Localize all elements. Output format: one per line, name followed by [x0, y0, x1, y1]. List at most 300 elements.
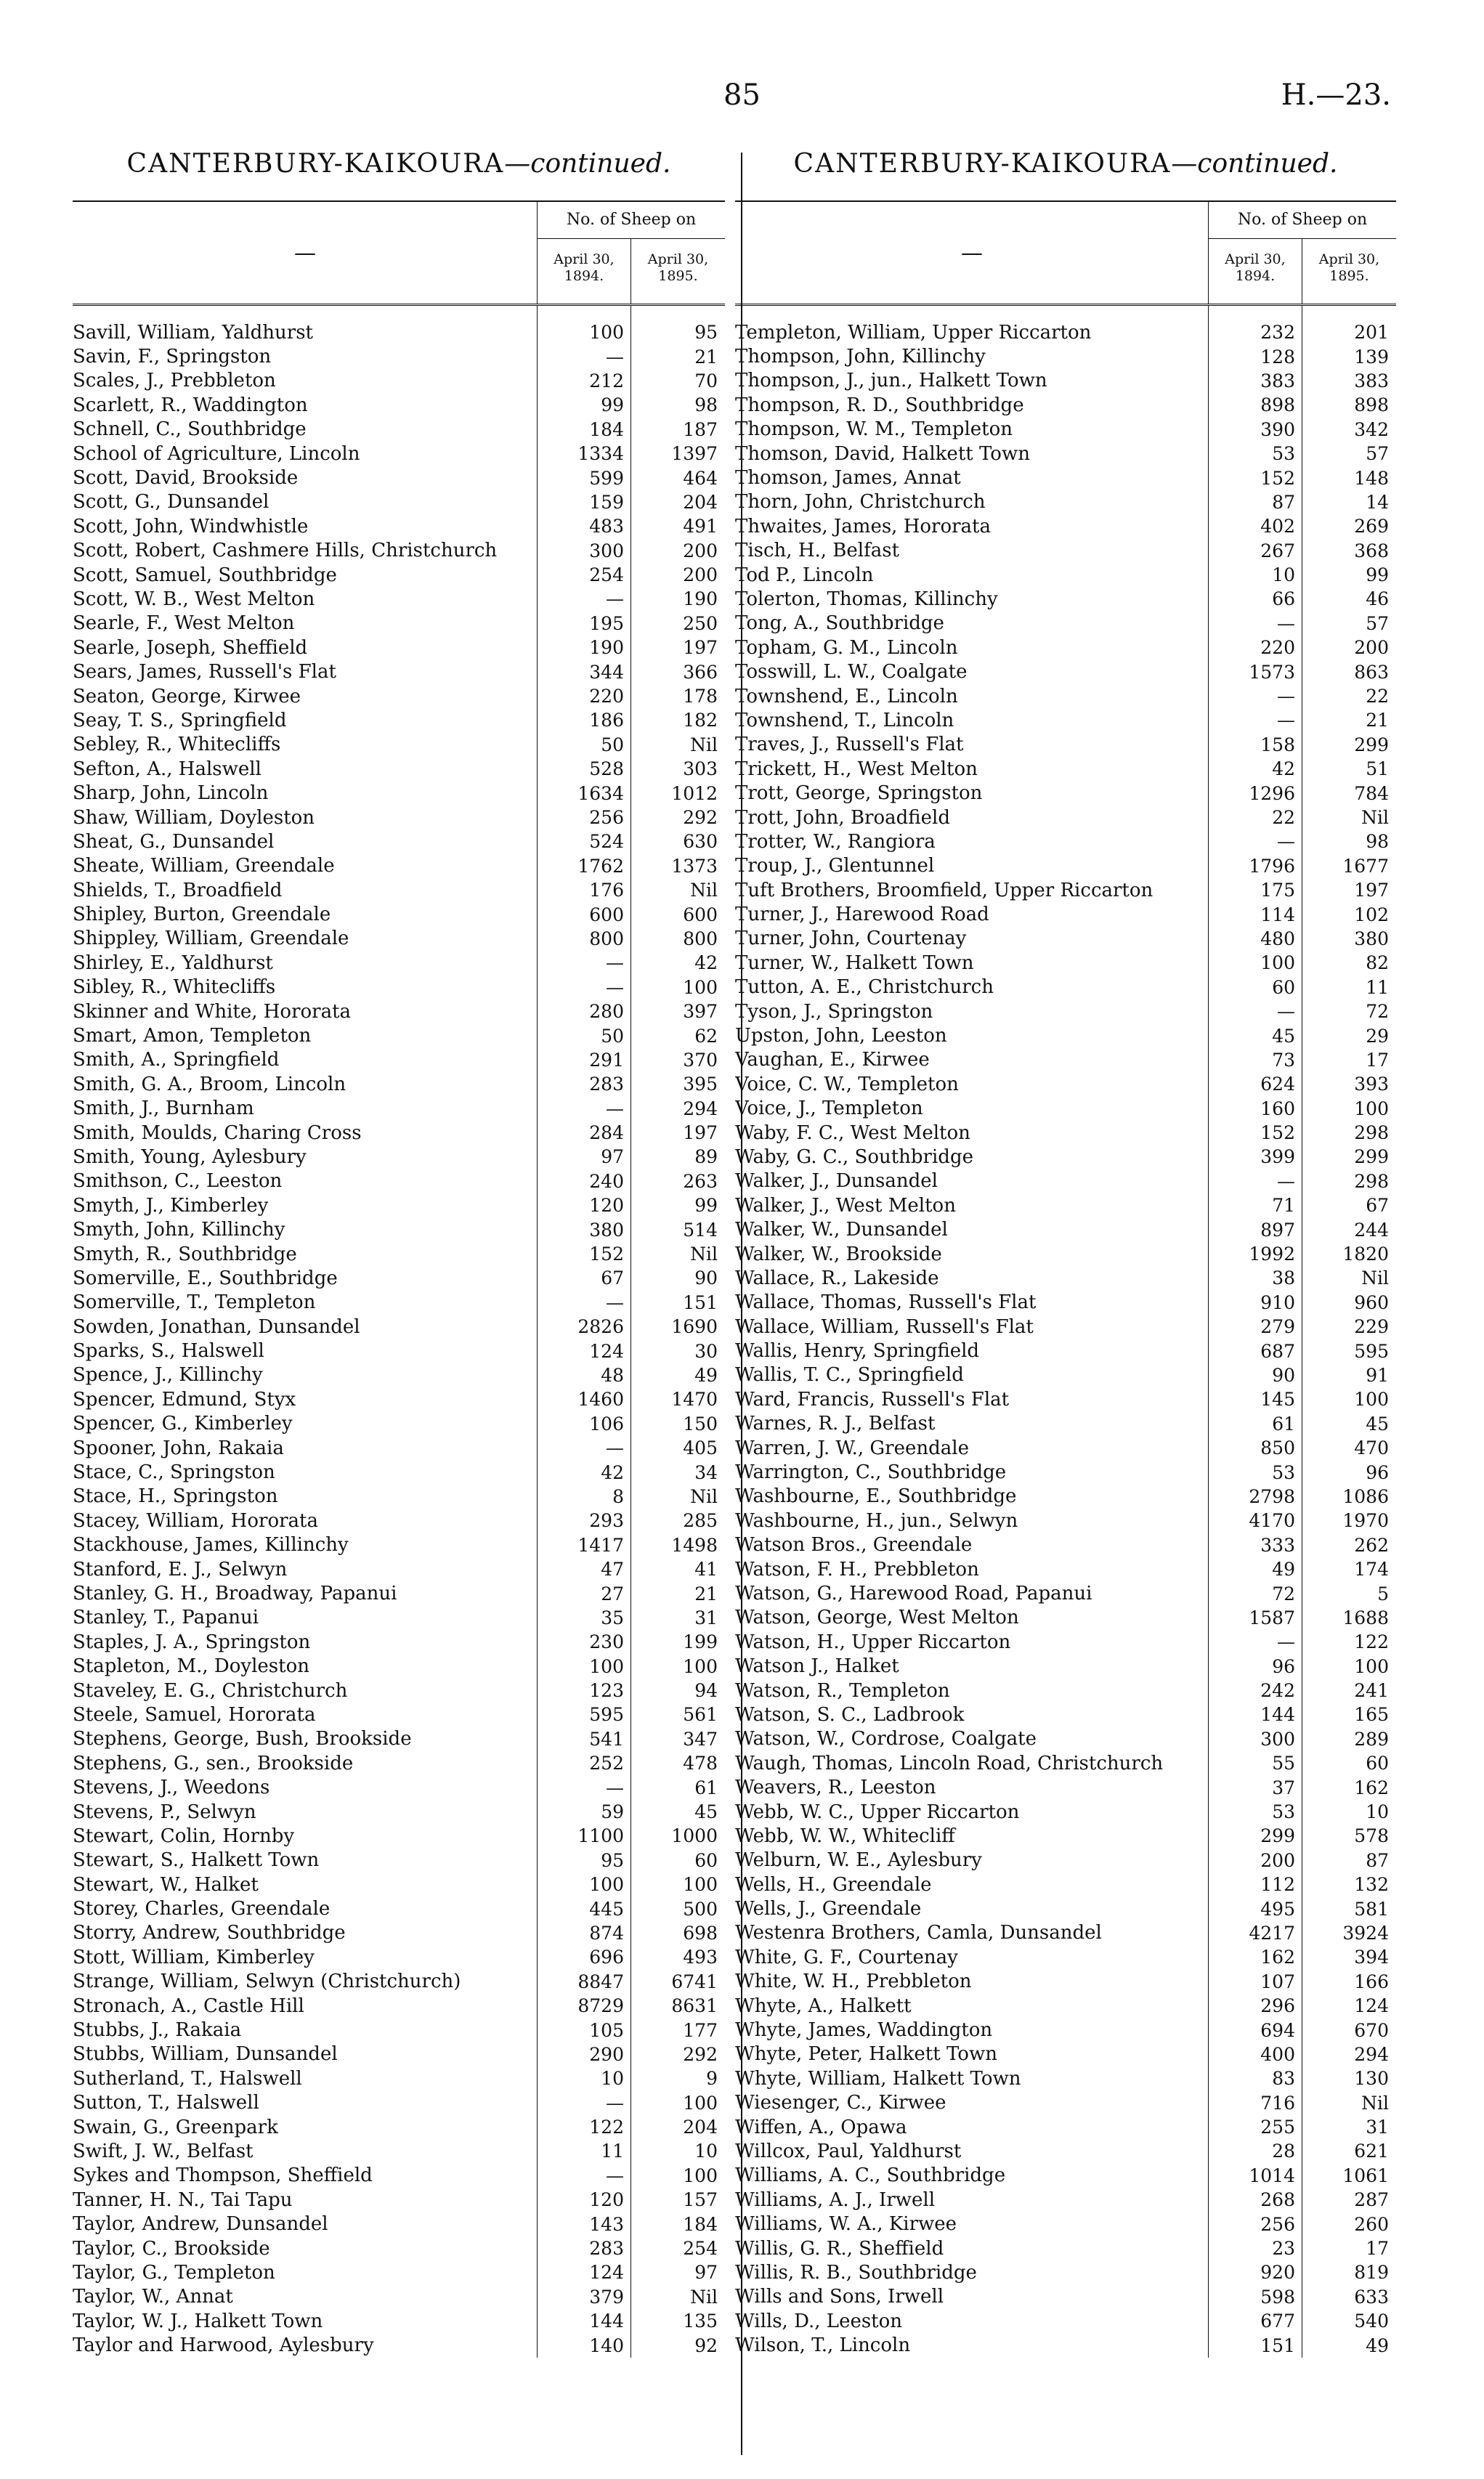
sheep-1895: 100: [683, 2092, 718, 2114]
table-row: [73, 514, 725, 538]
sheep-1895: 57: [1366, 443, 1389, 465]
sheep-1894: 220: [589, 686, 624, 707]
owner-name: Watson, H., Upper Riccarton: [735, 1631, 1011, 1653]
sheep-1894: 694: [1260, 2019, 1295, 2041]
table-row: [735, 2309, 1396, 2333]
owner-name: Walker, W., Brookside: [735, 1243, 942, 1265]
table-row: [73, 2139, 725, 2163]
sheep-1894: 1587: [1249, 1607, 1295, 1628]
sheep-1895: 51: [1366, 758, 1389, 780]
table-row: [73, 1945, 725, 1969]
table-row: [73, 1849, 725, 1873]
sheep-1894: 4170: [1249, 1510, 1295, 1532]
sheep-1895: 201: [1354, 322, 1389, 344]
sheep-1895: 187: [683, 418, 718, 440]
owner-name: Shipley, Burton, Greendale: [73, 904, 331, 926]
table-row: [73, 490, 725, 514]
table-row: [735, 2139, 1396, 2163]
sheep-1895: 370: [683, 1049, 718, 1071]
sheep-1895: 135: [683, 2310, 718, 2332]
sheep-1894: 66: [1272, 588, 1295, 610]
owner-name: Sykes and Thompson, Sheffield: [73, 2164, 373, 2187]
owner-name: Stanley, G. H., Broadway, Papanui: [73, 1583, 397, 1604]
table-row: [73, 1654, 725, 1678]
owner-name: Townshend, E., Lincoln: [735, 685, 958, 707]
sheep-1895: 46: [1366, 588, 1389, 610]
sheep-1894: 106: [589, 1413, 624, 1435]
owner-name: Scott, W. B., West Melton: [73, 588, 315, 610]
sheep-1894: 874: [589, 1922, 624, 1944]
sheep-1895: 1498: [671, 1534, 718, 1556]
table-row: [73, 1121, 725, 1145]
owner-name: Wallace, Thomas, Russell's Flat: [735, 1291, 1037, 1314]
sheep-1895: 61: [694, 1777, 718, 1798]
left-column-title: CANTERBURY-KAIKOURA—continued.: [126, 149, 671, 179]
table-row: [735, 2115, 1396, 2139]
owner-name: Taylor, Andrew, Dunsandel: [73, 2213, 328, 2236]
sheep-1894: 1460: [577, 1389, 624, 1411]
owner-name: Walker, J., West Melton: [735, 1194, 956, 1217]
sheep-1894: 100: [1260, 952, 1295, 974]
sheep-1895: 1690: [671, 1316, 718, 1338]
table-row: [73, 1557, 725, 1581]
sheep-1894: 99: [601, 394, 624, 416]
owner-name: Whyte, Peter, Halkett Town: [735, 2043, 997, 2066]
table-row: [73, 1824, 725, 1848]
owner-name: Stanford, E. J., Selwyn: [73, 1558, 288, 1581]
table-row: [735, 1751, 1396, 1775]
table-row: [735, 1387, 1396, 1411]
table-row: [735, 1412, 1396, 1436]
sheep-1894: 445: [589, 1898, 624, 1920]
sheep-1894: —: [1277, 1170, 1295, 1192]
sheep-1894: 528: [589, 758, 624, 780]
sheep-1895: 157: [683, 2189, 718, 2211]
sheep-1894: 140: [589, 2334, 624, 2356]
sheep-1895: 600: [683, 904, 718, 925]
sheep-1894: 100: [589, 1874, 624, 1896]
owner-name: Shields, T., Broadfield: [73, 879, 283, 901]
sheep-1895: 200: [683, 564, 718, 586]
owner-name: Smith, Young, Aylesbury: [73, 1145, 307, 1168]
owner-name: Trickett, H., West Melton: [735, 758, 978, 780]
sheep-1894: 175: [1260, 880, 1295, 901]
sheep-1895: 303: [683, 758, 718, 780]
owner-name: Scott, Samuel, Southbridge: [73, 564, 337, 586]
sheep-1895: 92: [694, 2334, 718, 2356]
sheep-1894: 2826: [577, 1316, 624, 1338]
sheep-1895: 95: [694, 322, 718, 344]
sheep-1895: Nil: [1361, 2092, 1389, 2114]
table-row: [735, 1460, 1396, 1484]
sheep-1894: 152: [589, 1243, 624, 1265]
table-row: [73, 1266, 725, 1290]
owner-name: Smith, Moulds, Charing Cross: [73, 1121, 362, 1144]
sheep-1894: 1334: [577, 443, 624, 465]
sheep-1895: 82: [1366, 952, 1389, 974]
owner-name: Spencer, Edmund, Styx: [73, 1388, 296, 1411]
table-row: [73, 369, 725, 393]
table-row: [73, 2164, 725, 2188]
table-row: [735, 1121, 1396, 1145]
sheep-count-header: No. of Sheep on: [538, 202, 725, 239]
table-row: [73, 2260, 725, 2284]
table-row: [73, 1072, 725, 1096]
sheep-1895: 17: [1366, 2238, 1389, 2260]
name-column-header: —: [294, 240, 316, 266]
owner-name: Smyth, R., Southbridge: [73, 1243, 297, 1265]
sheep-1895: 285: [683, 1510, 718, 1532]
table-row: [735, 781, 1396, 805]
sheep-1894: 910: [1260, 1291, 1295, 1313]
sheep-1895: 21: [1366, 710, 1389, 731]
table-row: [73, 975, 725, 999]
sheep-1895: 800: [683, 928, 718, 949]
table-row: [735, 2333, 1396, 2357]
sheep-1894: 390: [1260, 418, 1295, 440]
sheep-1895: 166: [1354, 1971, 1389, 1992]
table-row: [73, 2066, 725, 2090]
sheep-1895: 394: [1354, 1947, 1389, 1968]
sheep-1895: 89: [694, 1146, 718, 1168]
sheep-1894: 268: [1260, 2189, 1295, 2211]
sheep-1894: 8847: [577, 1971, 624, 1992]
owner-name: Upston, John, Leeston: [735, 1025, 947, 1047]
table-row: [73, 1339, 725, 1363]
sheep-1895: 6741: [671, 1971, 718, 1992]
owner-name: Thompson, J., jun., Halkett Town: [735, 370, 1047, 392]
table-row: [73, 2188, 725, 2212]
sheep-1895: 698: [683, 1922, 718, 1944]
sheep-1895: 819: [1354, 2262, 1389, 2284]
table-row: [73, 1994, 725, 2018]
table-row: [73, 1703, 725, 1727]
owner-name: Stubbs, J., Rakaia: [73, 2019, 242, 2042]
sheep-1894: 50: [601, 1025, 624, 1047]
sheep-1895: 98: [1366, 831, 1389, 853]
owner-name: Tong, A., Southbridge: [735, 612, 944, 635]
table-row: [73, 2212, 725, 2236]
sheep-1895: 31: [694, 1607, 718, 1628]
sheep-1894: 11: [601, 2141, 624, 2162]
sheep-1894: 4217: [1249, 1922, 1295, 1944]
table-row: [73, 442, 725, 466]
sheep-1894: 114: [1260, 904, 1295, 925]
sheep-1895: 42: [694, 952, 718, 974]
sheep-1894: 200: [1260, 1849, 1295, 1871]
owner-name: Stapleton, M., Doyleston: [73, 1655, 309, 1678]
owner-name: Sefton, A., Halswell: [73, 758, 261, 780]
table-row: [73, 320, 725, 344]
owner-name: Willis, R. B., Southbridge: [735, 2261, 977, 2284]
sheep-1894: 598: [1260, 2286, 1295, 2308]
sheep-1895: 124: [1354, 1995, 1389, 2017]
sheep-1894: —: [1277, 831, 1295, 853]
table-row: [735, 1557, 1396, 1581]
sheep-1894: 480: [1260, 928, 1295, 949]
table-row: [735, 1023, 1396, 1047]
table-row: [735, 878, 1396, 902]
table-row: [735, 1339, 1396, 1363]
owner-name: Spooner, John, Rakaia: [73, 1437, 284, 1459]
sheep-1894: 677: [1260, 2310, 1295, 2332]
sheep-1895: 395: [683, 1074, 718, 1095]
table-row: [73, 2236, 725, 2260]
table-row: [735, 2042, 1396, 2066]
sheep-1894: 8729: [577, 1995, 624, 2017]
sheep-1894: 483: [589, 516, 624, 537]
sheep-1895: 21: [694, 346, 718, 368]
sheep-1894: 383: [1260, 370, 1295, 391]
sheep-1895: 197: [1354, 880, 1389, 901]
sheep-1894: 107: [1260, 1971, 1295, 1992]
owner-name: Stevens, J., Weedons: [73, 1777, 270, 1799]
sheep-1894: 299: [1260, 1825, 1295, 1847]
sheep-1895: 383: [1354, 370, 1389, 391]
owner-name: Smyth, J., Kimberley: [73, 1194, 269, 1217]
sheep-1894: 120: [589, 1195, 624, 1217]
table-row: [735, 829, 1396, 853]
sheep-1895: 10: [694, 2141, 718, 2162]
owner-name: Taylor and Harwood, Aylesbury: [73, 2334, 374, 2357]
sheep-1895: 8631: [671, 1995, 718, 2017]
sheep-1895: 470: [1354, 1437, 1389, 1459]
sheep-1895: 91: [1366, 1364, 1389, 1386]
sheep-1894: 255: [1260, 2117, 1295, 2138]
sheep-1895: 1012: [671, 782, 718, 804]
sheep-1895: 60: [1366, 1753, 1389, 1774]
owner-name: Voice, J., Templeton: [735, 1098, 923, 1120]
table-row: [735, 393, 1396, 417]
sheep-1894: 67: [601, 1267, 624, 1289]
table-row: [735, 418, 1396, 442]
table-row: [735, 1048, 1396, 1072]
sheep-1895: 162: [1354, 1777, 1389, 1798]
owner-name: White, G. F., Courtenay: [735, 1946, 958, 1968]
sheep-1895: 347: [683, 1728, 718, 1750]
sheep-1895: 199: [683, 1631, 718, 1653]
owner-name: Willis, G. R., Sheffield: [735, 2237, 944, 2260]
table-row: [735, 1533, 1396, 1557]
owner-name: Wells, H., Greendale: [735, 1873, 932, 1896]
owner-name: Wallace, R., Lakeside: [735, 1267, 939, 1289]
sheep-1895: 10: [1366, 1801, 1389, 1823]
owner-name: Tuft Brothers, Broomfield, Upper Riccarton: [735, 879, 1153, 901]
owner-name: Wiesenger, C., Kirwee: [735, 2092, 946, 2114]
table-row: [73, 466, 725, 490]
owner-name: Taylor, G., Templeton: [73, 2261, 275, 2284]
sheep-1894: 50: [601, 734, 624, 755]
sheep-1895: 366: [683, 661, 718, 683]
owner-name: Shippley, William, Greendale: [73, 928, 349, 950]
sheep-1894: 600: [589, 904, 624, 925]
sheep-1894: 402: [1260, 516, 1295, 537]
owner-name: Sharp, John, Lincoln: [73, 782, 269, 805]
owner-name: Tosswill, L. W., Coalgate: [735, 661, 968, 683]
sheep-1895: 294: [1354, 2043, 1389, 2065]
sheep-1895: 41: [694, 1559, 718, 1581]
table-row: [735, 2236, 1396, 2260]
sheep-1894: 290: [589, 2043, 624, 2065]
sheep-1895: 99: [1366, 564, 1389, 586]
sheep-1895: 898: [1354, 394, 1389, 416]
owner-name: Tanner, H. N., Tai Tapu: [73, 2188, 293, 2211]
sheep-1895: 1373: [671, 855, 718, 877]
owner-name: Strange, William, Selwyn (Christchurch): [73, 1971, 461, 1993]
sheep-1895: 132: [1354, 1874, 1389, 1896]
sheep-1894: —: [606, 2164, 624, 2186]
sheep-1895: 87: [1366, 1849, 1389, 1871]
sheep-1895: 130: [1354, 2068, 1389, 2090]
sheep-1894: 10: [601, 2068, 624, 2090]
sheep-1894: 45: [1272, 1025, 1295, 1047]
table-row: [73, 612, 725, 636]
sheep-1895: 493: [683, 1947, 718, 1968]
sheep-1895: 96: [1366, 1461, 1389, 1483]
table-row: [73, 1436, 725, 1460]
sheep-1895: 122: [1354, 1631, 1389, 1653]
table-row: [735, 344, 1396, 368]
sheep-1894: 687: [1260, 1340, 1295, 1362]
owner-name: Sutton, T., Halswell: [73, 2092, 259, 2114]
sheep-1895: 184: [683, 2213, 718, 2235]
owner-name: Waby, F. C., West Melton: [735, 1121, 970, 1144]
owner-name: Warrington, C., Southbridge: [735, 1461, 1007, 1484]
sheep-1894: 123: [589, 1680, 624, 1702]
table-row: [73, 2285, 725, 2309]
sheep-1895: 1470: [671, 1389, 718, 1411]
table-row: [73, 951, 725, 975]
sheep-1895: Nil: [1361, 1267, 1389, 1289]
owner-name: Traves, J., Russell's Flat: [735, 734, 964, 756]
sheep-1894: 158: [1260, 734, 1295, 755]
sheep-1894: —: [1277, 612, 1295, 634]
table-row: [73, 587, 725, 611]
sheep-1895: 182: [683, 710, 718, 731]
owner-name: Spence, J., Killinchy: [73, 1364, 263, 1387]
table-row: [735, 2091, 1396, 2115]
owner-name: Somerville, T., Templeton: [73, 1291, 316, 1314]
sheep-1894: 280: [589, 1001, 624, 1023]
owner-name: Stackhouse, James, Killinchy: [73, 1534, 349, 1557]
sheep-1895: 14: [1366, 491, 1389, 513]
table-row: [73, 1242, 725, 1266]
owner-name: Watson, G., Harewood Road, Papanui: [735, 1583, 1092, 1604]
table-row: [73, 829, 725, 853]
table-row: [735, 854, 1396, 878]
owner-name: Welburn, W. E., Aylesbury: [735, 1849, 982, 1872]
sheep-1894: 716: [1260, 2092, 1295, 2114]
table-row: [735, 1654, 1396, 1678]
owner-name: Staveley, E. G., Christchurch: [73, 1679, 348, 1702]
sheep-1895: 292: [683, 2043, 718, 2065]
table-row: [73, 1363, 725, 1387]
owner-name: Shaw, William, Doyleston: [73, 806, 315, 829]
table-row: [735, 1921, 1396, 1945]
sheep-1894: 379: [589, 2286, 624, 2308]
owner-name: Wiffen, A., Opawa: [735, 2116, 907, 2138]
owner-name: Stanley, T., Papanui: [73, 1607, 259, 1629]
sheep-1894: 38: [1272, 1267, 1295, 1289]
table-row: [735, 466, 1396, 490]
table-row: [735, 1072, 1396, 1096]
sheep-1895: 204: [683, 491, 718, 513]
table-row: [735, 684, 1396, 708]
table-row: [735, 1800, 1396, 1824]
sheep-1894: 159: [589, 491, 624, 513]
sheep-1894: 160: [1260, 1098, 1295, 1119]
sheep-1895: 100: [1354, 1098, 1389, 1119]
sheep-1895: 630: [683, 831, 718, 853]
table-row: [735, 2285, 1396, 2309]
sheep-1895: 100: [1354, 1389, 1389, 1411]
table-row: [73, 1048, 725, 1072]
sheep-1895: 960: [1354, 1291, 1389, 1313]
april-1895-header: April 30, 1895.: [647, 251, 709, 284]
owner-name: Thomson, David, Halkett Town: [735, 442, 1030, 465]
sheep-1894: —: [606, 976, 624, 998]
table-row: [735, 1775, 1396, 1799]
owner-name: Scott, G., Dunsandel: [73, 491, 269, 514]
sheep-1895: 250: [683, 612, 718, 634]
table-row: [73, 781, 725, 805]
owner-name: Stewart, S., Halkett Town: [73, 1849, 320, 1872]
sheep-1894: 624: [1260, 1074, 1295, 1095]
owner-name: Whyte, William, Halkett Town: [735, 2067, 1021, 2090]
table-row: [73, 393, 725, 417]
sheep-1894: 53: [1272, 1461, 1295, 1483]
sheep-1894: 124: [589, 2262, 624, 2284]
owner-name: Stevens, P., Selwyn: [73, 1801, 256, 1823]
sheep-1894: 186: [589, 710, 624, 731]
sheep-1895: 11: [1366, 976, 1389, 998]
owner-name: Williams, W. A., Kirwee: [735, 2213, 957, 2236]
sheep-1894: 1796: [1249, 855, 1295, 877]
owner-name: Webb, W. C., Upper Riccarton: [735, 1801, 1020, 1823]
sheep-1894: 212: [589, 370, 624, 391]
sheep-1895: 500: [683, 1898, 718, 1920]
right-table-header: [735, 200, 1396, 306]
owner-name: Seaton, George, Kirwee: [73, 685, 301, 707]
sheep-1895: 100: [683, 976, 718, 998]
owner-name: Savin, F., Springston: [73, 346, 272, 368]
sheep-1895: 100: [1354, 1655, 1389, 1677]
owner-name: Taylor, C., Brookside: [73, 2237, 270, 2260]
sheep-1894: 1992: [1249, 1243, 1295, 1265]
sheep-1894: 35: [601, 1607, 624, 1628]
owner-name: Webb, W. W., Whitecliff: [735, 1825, 955, 1847]
table-row: [73, 2042, 725, 2066]
sheep-1894: 95: [601, 1849, 624, 1871]
sheep-1894: 10: [1272, 564, 1295, 586]
sheep-1894: 242: [1260, 1680, 1295, 1702]
sheep-1895: 1397: [671, 443, 718, 465]
sheep-1895: 67: [1366, 1195, 1389, 1217]
owner-name: Stubbs, William, Dunsandel: [73, 2043, 338, 2066]
owner-name: Smyth, John, Killinchy: [73, 1219, 285, 1241]
owner-name: Troup, J., Glentunnel: [735, 855, 935, 877]
owner-name: Stephens, George, Bush, Brookside: [73, 1728, 412, 1750]
table-row: [735, 636, 1396, 660]
sheep-1895: 148: [1354, 467, 1389, 489]
sheep-1895: 21: [694, 1583, 718, 1604]
sheep-1895: Nil: [1361, 807, 1389, 828]
sheep-1895: 3924: [1342, 1922, 1389, 1944]
sheep-1894: 400: [1260, 2043, 1295, 2065]
sheep-1894: 162: [1260, 1947, 1295, 1968]
sheep-1895: 5: [1377, 1583, 1389, 1604]
owner-name: Tod P., Lincoln: [735, 564, 874, 586]
